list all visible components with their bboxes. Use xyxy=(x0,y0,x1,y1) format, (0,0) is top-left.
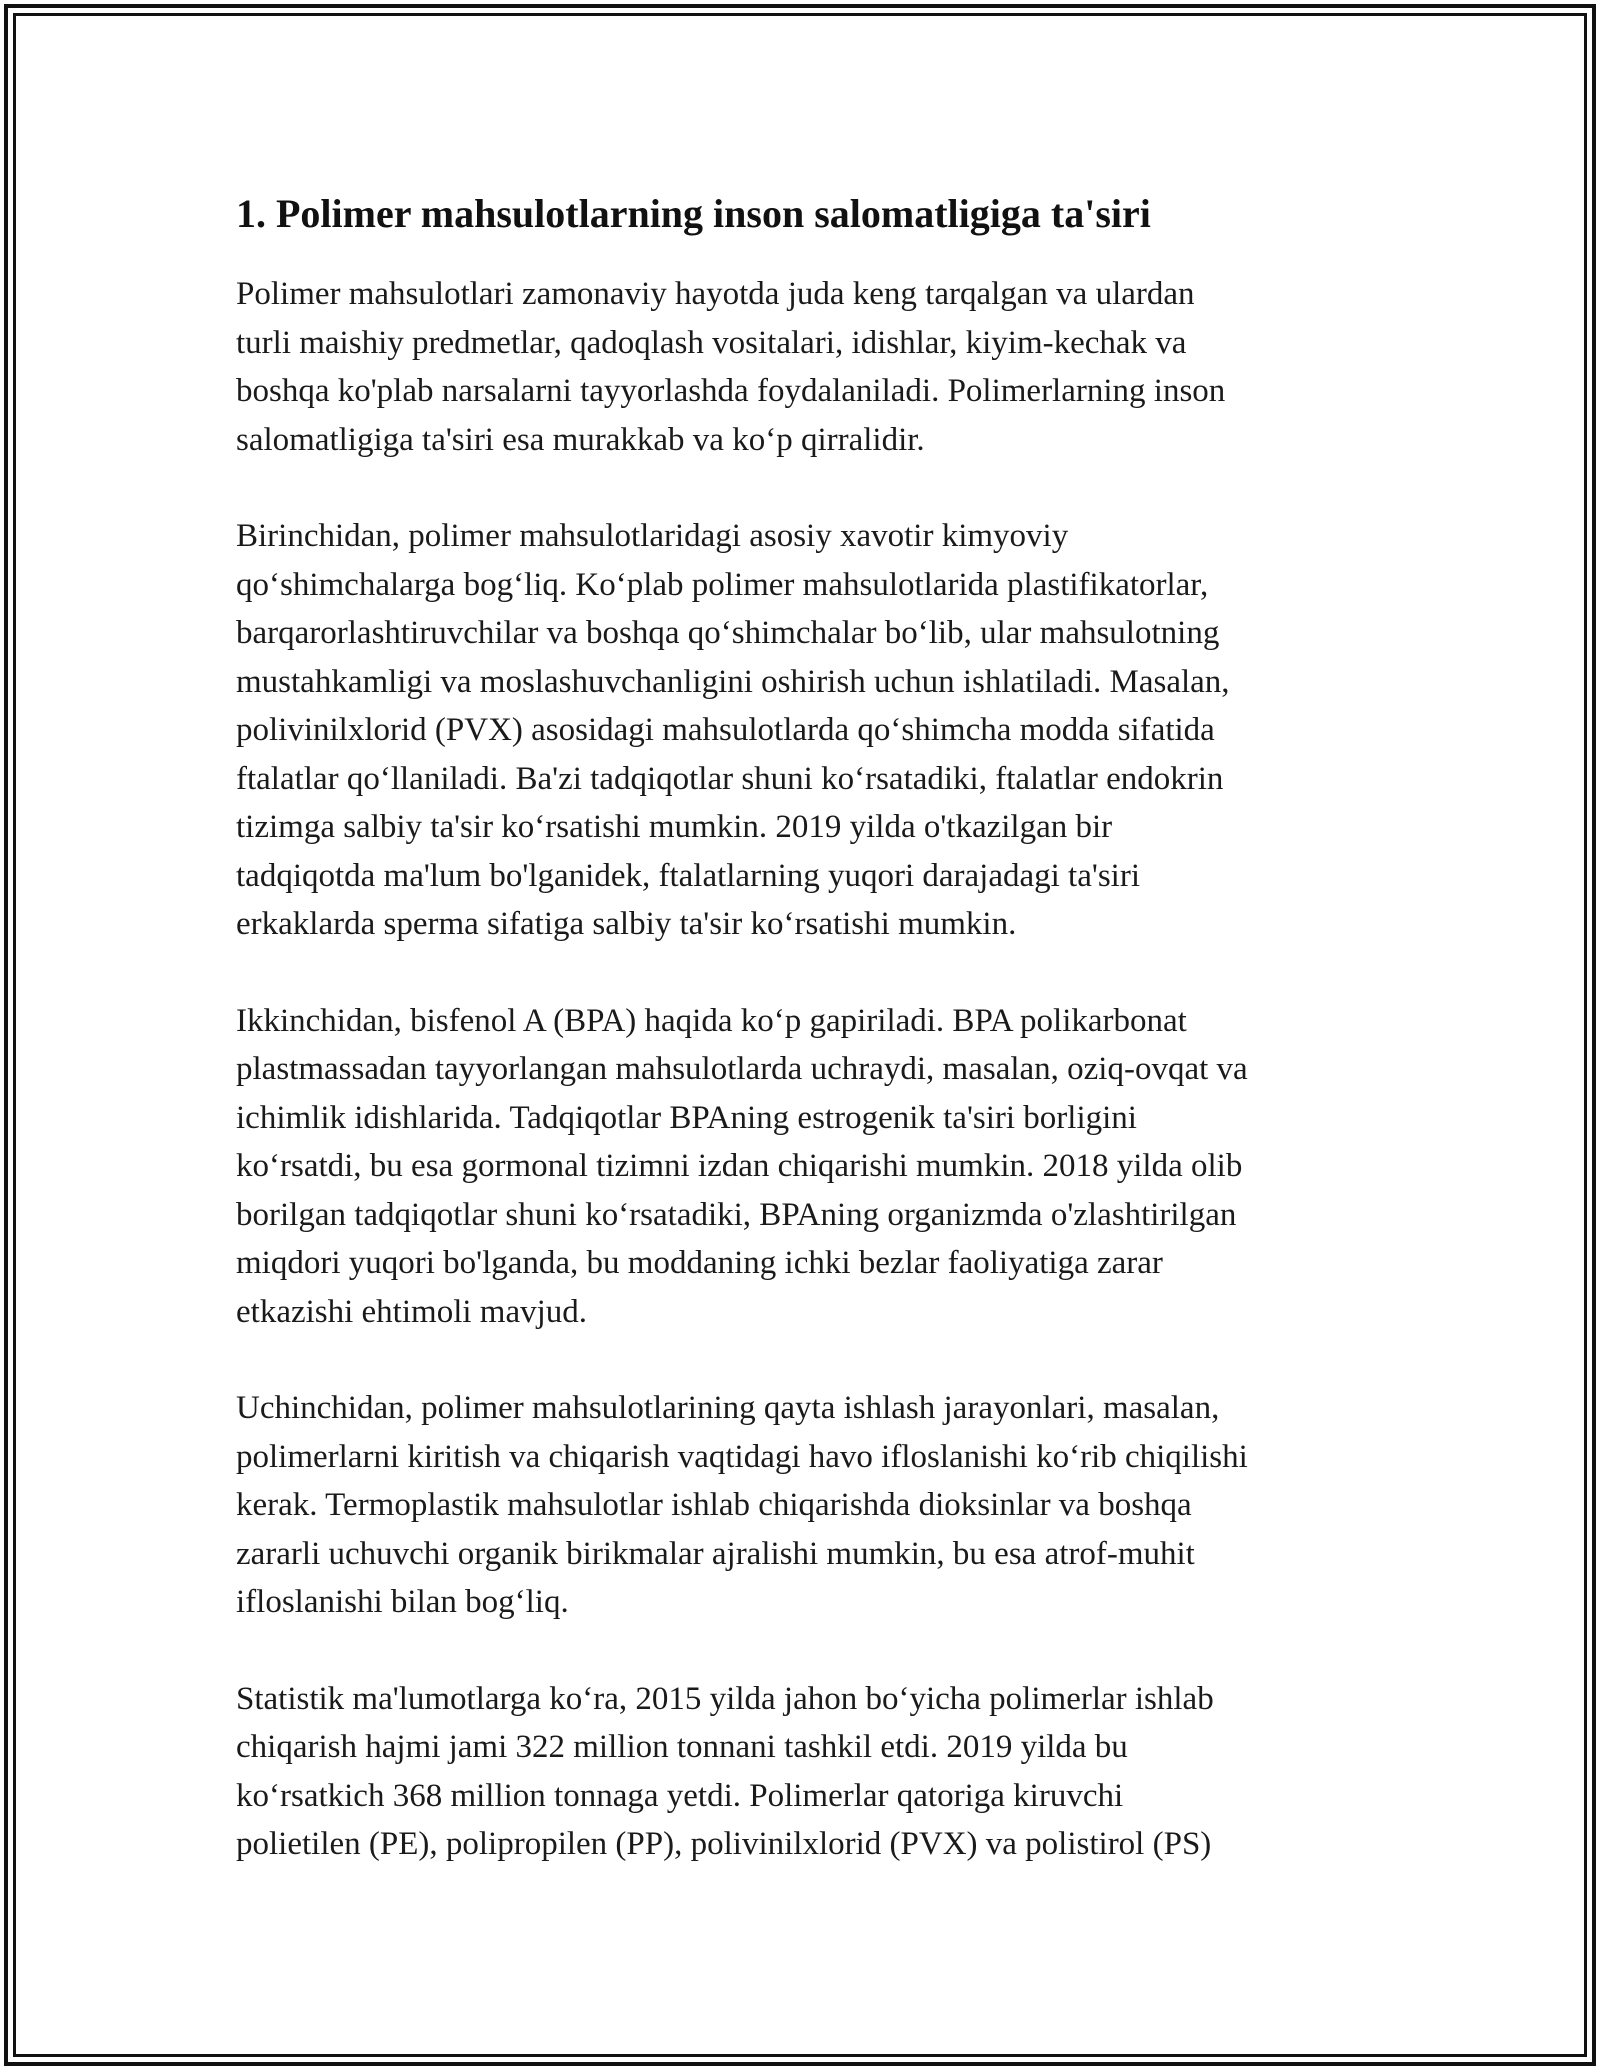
document-body xyxy=(236,190,1386,1869)
paragraph-statistics: Statistik ma'lumotlarga ko‘ra, 2015 yilda jahon bo‘yicha polimerlar ishlab chiqarish hajmi jami 322 million tonnani tashkil etdi. 2019 yilda bu ko‘rsatkich 368 million tonnaga yetdi. Polimerlar qatoriga kiruvchi polietilen (PE), polipropilen (PP), polivinilxlorid (PVX) va polistirol (PS) xyxy=(236,1680,1214,1862)
paragraph-third-point: Uchinchidan, polimer mahsulotlarining qayta ishlash jarayonlari, masalan, polimerlarni kiritish va chiqarish vaqtidagi havo ifloslanishi ko‘rib chiqilishi kerak. Termoplastik mahsulotlar ishlab chiqarishda dioksinlar va boshqa zararli uchuvchi organik birikmalar ajralishi mumkin, bu esa atrof-muhit ifloslanishi bilan bog‘liq. xyxy=(236,1390,1248,1620)
paragraph-intro: Polimer mahsulotlari zamonaviy hayotda juda keng tarqalgan va ulardan turli maishiy predmetlar, qadoqlash vositalari, idishlar, kiyim-kechak va boshqa ko'plab narsalarni tayyorlashda foydalaniladi. Polimerlarning inson salomatligiga ta'siri esa murakkab va ko‘p qirralidir. xyxy=(236,276,1226,458)
paragraph-second-point: Ikkinchidan, bisfenol A (BPA) haqida ko‘p gapiriladi. BPA polikarbonat plastmassadan tayyorlangan mahsulotlarda uchraydi, masalan, oziq-ovqat va ichimlik idishlarida. Tadqiqotlar BPAning estrogenik ta'siri borligini ko‘rsatdi, bu esa gormonal tizimni izdan chiqarishi mumkin. 2018 yilda olib borilgan tadqiqotlar shuni ko‘rsatadiki, BPAning organizmda o'zlashtirilgan miqdori yuqori bo'lganda, bu moddaning ichki bezlar faoliyatiga zarar etkazishi ehtimoli mavjud. xyxy=(236,1002,1248,1330)
section-heading: 1. Polimer mahsulotlarning inson salomatligiga ta'siri xyxy=(236,191,1151,236)
paragraph-first-point: Birinchidan, polimer mahsulotlaridagi asosiy xavotir kimyoviy qo‘shimchalarga bog‘liq. Ko‘plab polimer mahsulotlarida plastifikatorlar, barqarorlashtiruvchilar va boshqa qo‘shimchalar bo‘lib, ular mahsulotning mustahkamligi va moslashuvchanligini oshirish uchun ishlatiladi. Masalan, polivinilxlorid (PVX) asosidagi mahsulotlarda qo‘shimcha modda sifatida ftalatlar qo‘llaniladi. Ba'zi tadqiqotlar shuni ko‘rsatadiki, ftalatlar endokrin tizimga salbiy ta'sir ko‘rsatishi mumkin. 2019 yilda o'tkazilgan bir tadqiqotda ma'lum bo'lganidek, ftalatlarning yuqori darajadagi ta'siri erkaklarda sperma sifatiga salbiy ta'sir ko‘rsatishi mumkin. xyxy=(236,518,1230,942)
